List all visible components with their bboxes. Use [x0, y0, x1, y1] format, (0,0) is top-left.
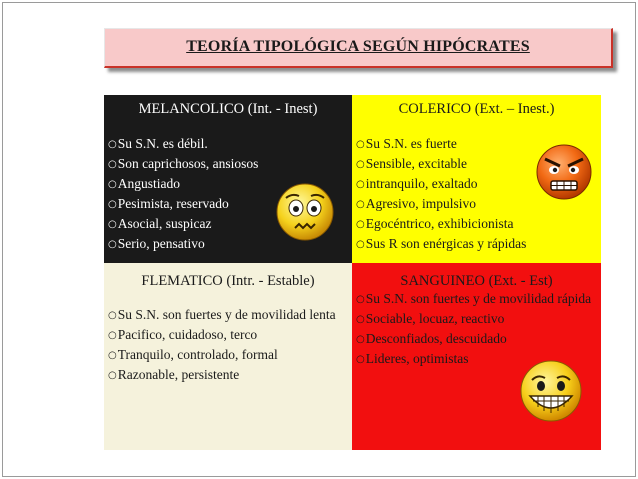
- list-item: ○ Su S.N. son fuertes y de movilidad lenta: [108, 306, 348, 326]
- list-item: ○ Pesimista, reservado: [108, 195, 348, 215]
- grinning-face-icon: [518, 358, 584, 424]
- list-item: ○ Razonable, persistente: [108, 366, 348, 386]
- list-item: ○ Sus R son enérgicas y rápidas: [356, 235, 597, 255]
- list-item: ○ Lideres, optimistas: [356, 350, 597, 370]
- list-item: ○ Sociable, locuaz, reactivo: [356, 310, 597, 330]
- list-item: ○ Egocéntrico, exhibicionista: [356, 215, 597, 235]
- quadrant-heading: FLEMATICO (Intr. - Estable): [141, 273, 315, 289]
- quadrant-heading: SANGUINEO (Ext. - Est): [400, 273, 553, 289]
- page-title: TEORÍA TIPOLÓGICA SEGÚN HIPÓCRATES: [186, 38, 530, 55]
- list-item: ○ Serio, pensativo: [108, 235, 348, 255]
- list-item: ○ Su S.N. son fuertes y de movilidad rápida: [356, 290, 597, 310]
- worried-face-icon: [274, 181, 336, 243]
- quadrant-flematico: [104, 263, 352, 450]
- quadrant-heading: MELANCOLICO (Int. - Inest): [138, 101, 318, 117]
- quadrant-sanguineo: [352, 263, 601, 450]
- quadrant-melancolico: [104, 95, 352, 263]
- temperament-table: [104, 95, 601, 450]
- list-item: ○ Desconfiados, descuidado: [356, 330, 597, 350]
- list-item: ○ intranquilo, exaltado: [356, 175, 597, 195]
- list-item: ○ Su S.N. es fuerte: [356, 135, 597, 155]
- list-item: ○ Tranquilo, controlado, formal: [108, 346, 348, 366]
- list-item: ○ Agresivo, impulsivo: [356, 195, 597, 215]
- trait-list: [108, 306, 348, 386]
- quadrant-colerico: [352, 95, 601, 263]
- list-item: ○ Su S.N. es débil.: [108, 135, 348, 155]
- title-box: [104, 28, 613, 68]
- list-item: ○ Asocial, suspicaz: [108, 215, 348, 235]
- quadrant-heading: COLERICO (Ext. – Inest.): [398, 101, 555, 117]
- list-item: ○ Pacifico, cuidadoso, terco: [108, 326, 348, 346]
- angry-face-icon: [534, 142, 594, 202]
- list-item: ○ Son caprichosos, ansiosos: [108, 155, 348, 175]
- list-item: ○ Angustiado: [108, 175, 348, 195]
- list-item: ○ Sensible, excitable: [356, 155, 597, 175]
